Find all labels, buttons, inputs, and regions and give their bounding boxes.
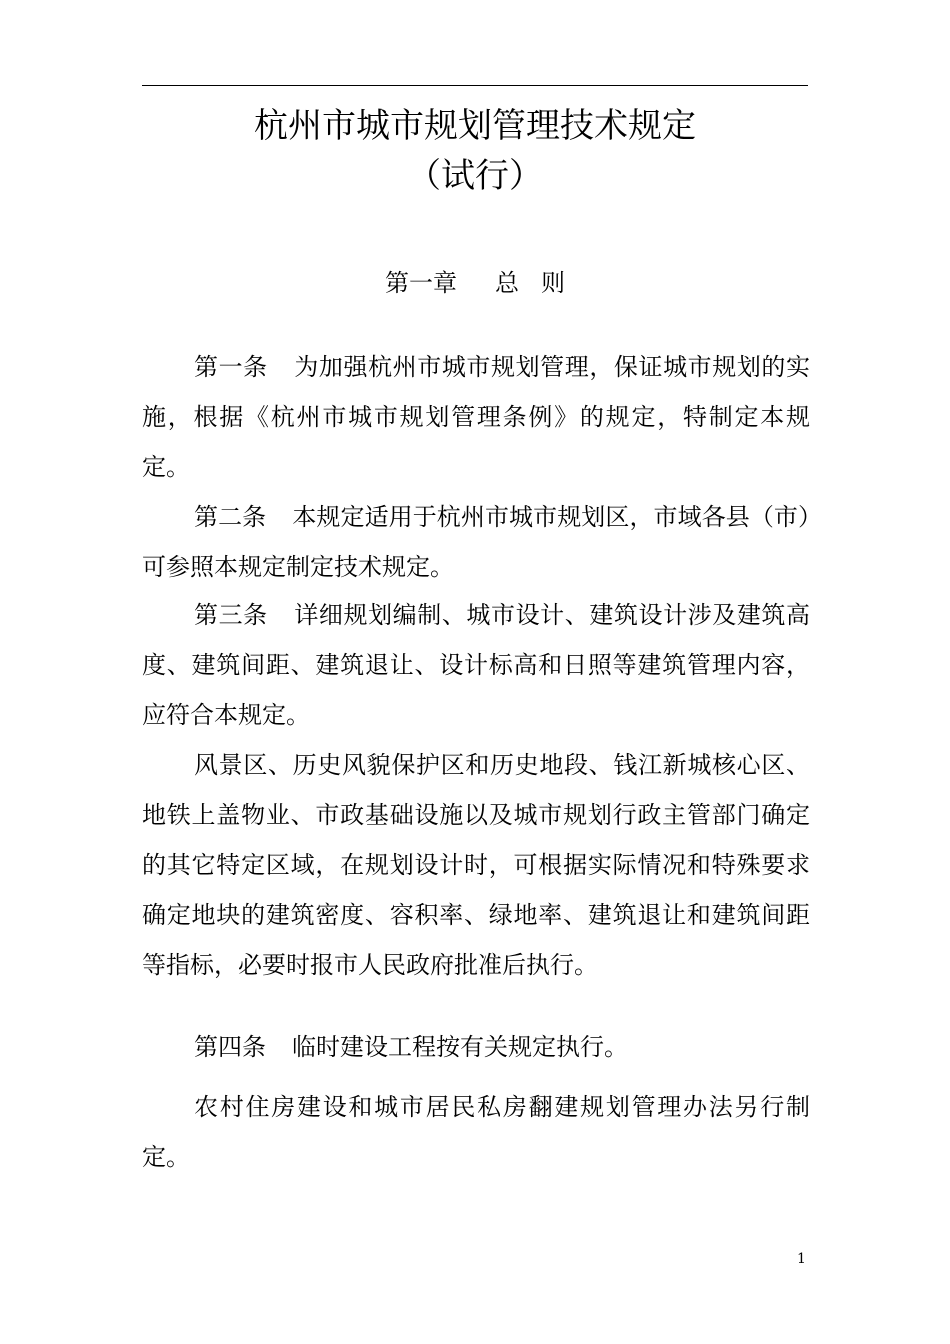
header-rule [142,85,808,86]
article-label: 第四条 [194,1033,266,1061]
chapter-name-part2: 则 [541,269,565,297]
article-text: 临时建设工程按有关规定执行。 [292,1033,628,1061]
article-3-paragraph-2 [142,740,810,990]
chapter-name-part1: 总 [495,269,519,297]
article-label: 第一条 [194,353,268,381]
document-subtitle: （试行） [407,156,543,196]
paragraph-text: 农村住房建设和城市居民私房翻建规划管理办法另行制定。 [142,1093,810,1171]
article-text: 为加强杭州市城市规划管理，保证城市规划的实施，根据《杭州市城市规划管理条例》的规定，特制定本规定。 [142,353,810,481]
article-text: 本规定适用于杭州市城市规划区，市域各县（市）可参照本规定制定技术规定。 [142,503,811,581]
article-text: 详细规划编制、城市设计、建筑设计涉及建筑高度、建筑间距、建筑退让、设计标高和日照等建筑管理内容，应符合本规定。 [142,601,810,729]
article-1 [142,342,810,492]
paragraph-text: 风景区、历史风貌保护区和历史地段、钱江新城核心区、地铁上盖物业、市政基础设施以及城市规划行政主管部门确定的其它特定区域，在规划设计时，可根据实际情况和特殊要求确定地块的建筑密度、容积率、绿地率、建筑退让和建筑间距等指标，必要时报市人民政府批准后执行。 [142,751,810,979]
document-title: 杭州市城市规划管理技术规定 [254,106,696,146]
article-2 [142,492,810,592]
article-4 [142,1022,810,1072]
page-number: 1 [797,1251,806,1267]
article-4-paragraph-2 [142,1082,810,1182]
chapter-heading [0,266,950,300]
chapter-number: 第一章 [385,269,457,297]
article-3 [142,590,810,740]
article-label: 第三条 [194,601,268,629]
article-label: 第二条 [194,503,267,531]
